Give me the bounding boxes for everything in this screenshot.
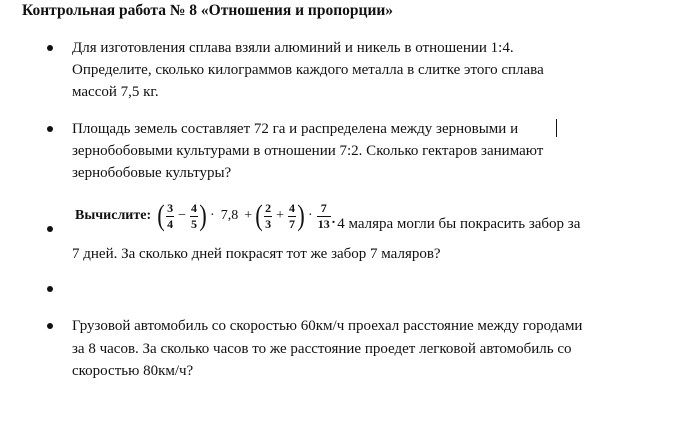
minus-operator: − [178,208,187,223]
denominator: 4 [167,216,174,231]
numerator: 7 [320,200,327,215]
denominator: 13 [317,216,330,231]
bullet-1 [47,45,53,51]
right-paren: ) [199,199,207,232]
bullet-3 [47,226,53,232]
fraction [288,202,296,231]
left-paren: ( [255,199,263,232]
task-5-line-3: скоростью 80км/ч? [72,363,194,379]
numerator: 4 [289,200,296,215]
task-3-tail-text: 4 маляра могли бы покрасить забор за [337,215,581,232]
coefficient: 7,8 [220,208,239,223]
fraction [264,202,272,231]
denominator: 3 [265,216,272,231]
right-paren: ) [297,199,305,232]
bullet-2 [47,126,53,132]
expression-end: . [331,212,336,227]
fraction [317,202,331,231]
calc-label: Вычислите: [75,208,152,223]
dot-operator: · [210,208,215,223]
numerator: 2 [265,200,272,215]
task-1-line-1: Для изготовления сплава взяли алюминий и никель в отношении 1:4. [72,40,514,56]
task-2-line-1: Площадь земель составляет 72 га и распределена между зерновыми и [72,121,519,137]
calc-expression [75,198,580,234]
numerator: 3 [167,200,174,215]
bullet-5 [47,323,53,329]
fraction [190,202,198,231]
task-2-line-2: зернобобовыми культурами в отношении 7:2. Сколько гектаров занимают [72,143,544,159]
fraction [166,202,174,231]
task-1-line-2: Определите, сколько килограммов каждого металла в слитке этого сплава [72,62,544,78]
dot-operator: · [308,208,313,223]
bullet-4 [47,286,53,292]
denominator: 7 [289,216,296,231]
left-paren: ( [157,199,165,232]
plus-operator: + [276,208,285,223]
task-5-line-2: за 8 часов. За сколько часов то же расстояние проедет легковой автомобиль со [72,341,572,357]
plus-operator: + [244,208,253,223]
task-5-line-1: Грузовой автомобиль со скоростью 60км/ч проехал расстояние между городами [72,318,583,334]
page-title: Контрольная работа № 8 «Отношения и пропорции» [22,2,394,19]
denominator: 5 [191,216,198,231]
task-3-line-2: 7 дней. За сколько дней покрасят тот же забор 7 маляров? [72,246,441,262]
numerator: 4 [191,200,198,215]
task-2-line-3: зернобобовые культуры? [72,165,232,181]
text-cursor [556,119,557,137]
task-1-line-3: массой 7,5 кг. [72,84,159,100]
